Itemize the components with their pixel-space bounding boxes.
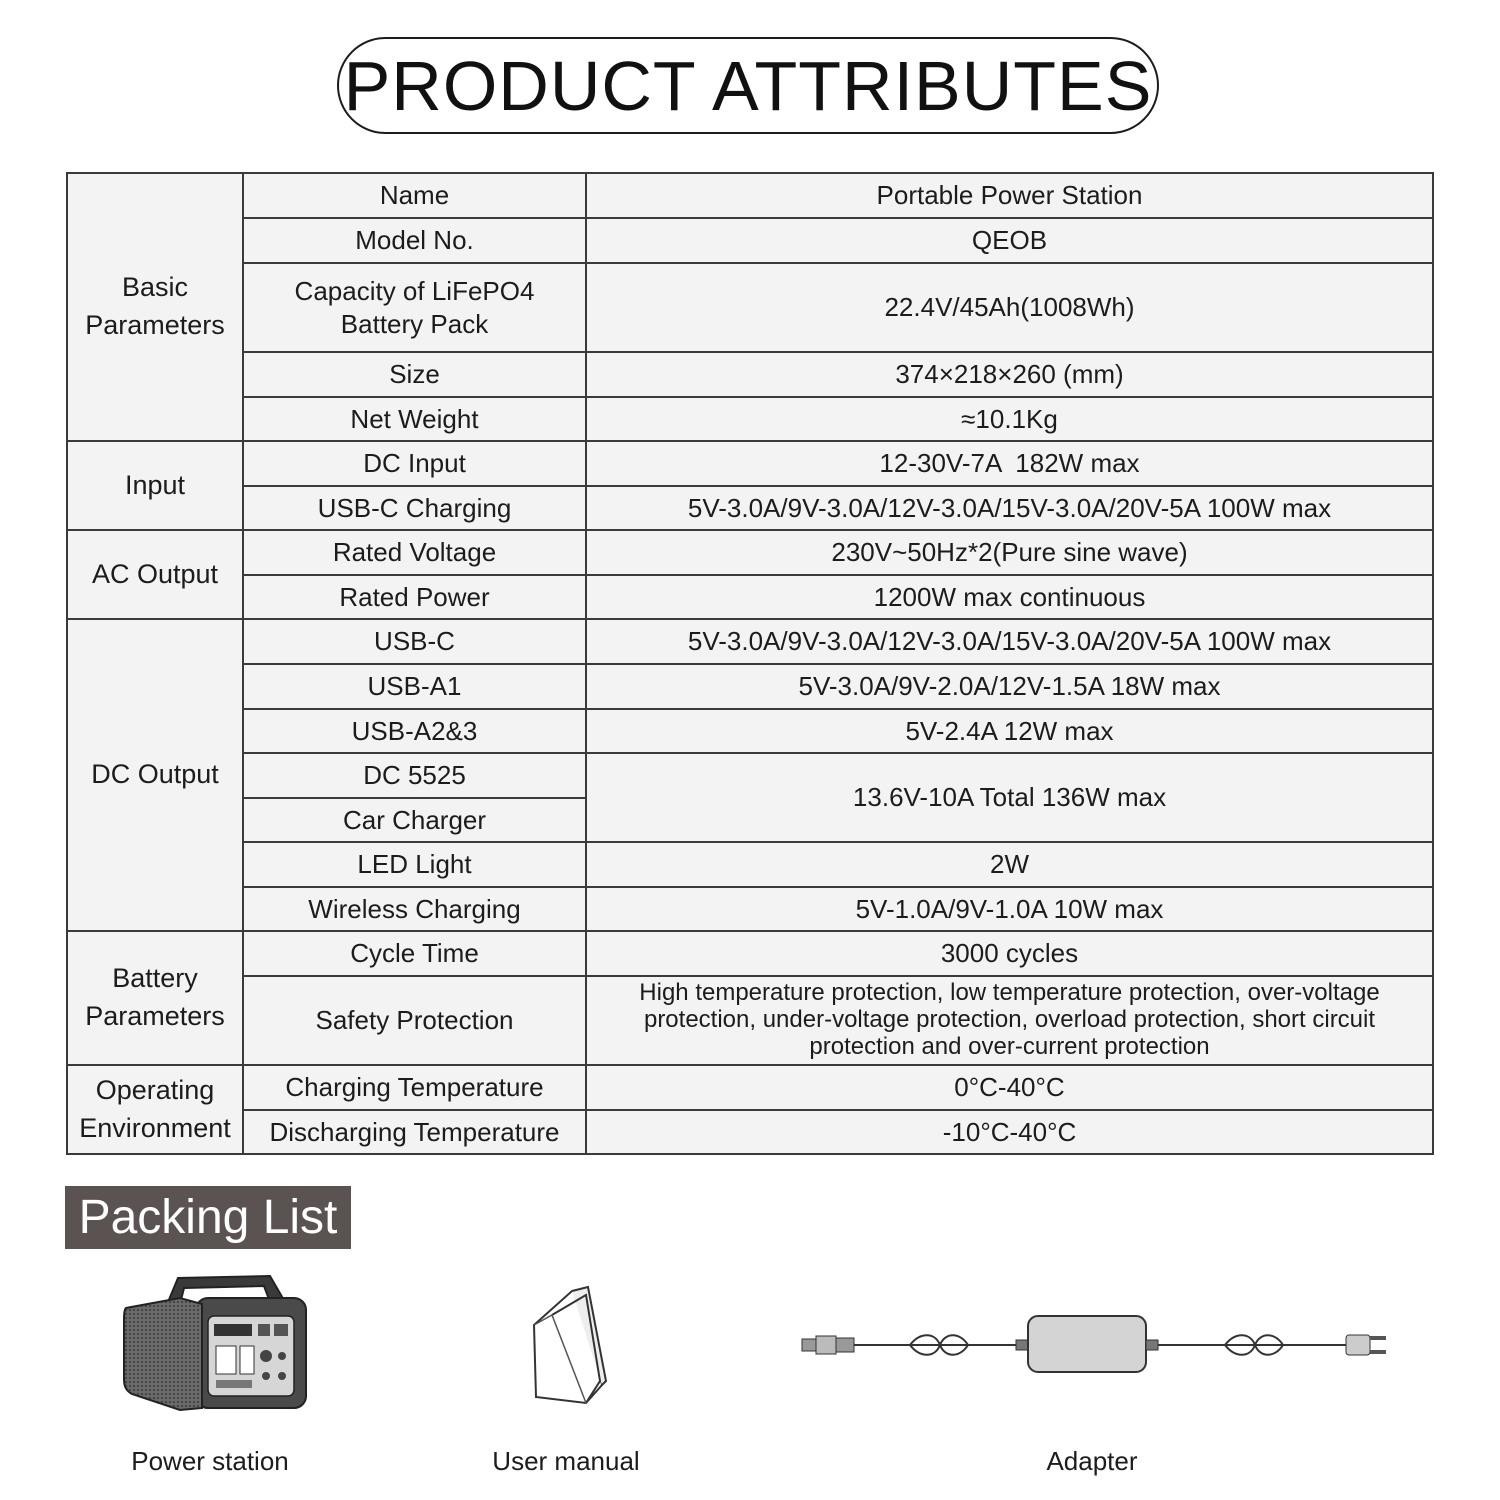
table-row xyxy=(67,575,1433,619)
table-row xyxy=(67,486,1433,530)
row-label: Model No. xyxy=(243,218,586,263)
group-label: Basic Parameters xyxy=(67,173,243,441)
row-label: Name xyxy=(243,173,586,218)
row-value: 374×218×260 (mm) xyxy=(586,352,1433,397)
row-label: Charging Temperature xyxy=(243,1065,586,1110)
pack-label-power-station: Power station xyxy=(131,1446,289,1476)
row-label: Discharging Temperature xyxy=(243,1110,586,1154)
table-row xyxy=(67,842,1433,887)
row-label: Capacity of LiFePO4 Battery Pack xyxy=(243,263,586,352)
table-row xyxy=(67,619,1433,664)
row-label: USB-A1 xyxy=(243,664,586,709)
group-label: Input xyxy=(67,441,243,530)
row-value: 5V-2.4A 12W max xyxy=(586,709,1433,753)
row-value: 5V-1.0A/9V-1.0A 10W max xyxy=(586,887,1433,931)
row-label: Size xyxy=(243,352,586,397)
table-row xyxy=(67,173,1433,218)
row-label: Car Charger xyxy=(243,798,586,842)
user-manual-icon xyxy=(528,1285,610,1405)
table-row xyxy=(67,218,1433,263)
row-value: 230V~50Hz*2(Pure sine wave) xyxy=(586,530,1433,575)
row-label: Safety Protection xyxy=(243,976,586,1065)
table-row xyxy=(67,1110,1433,1154)
table-row xyxy=(67,1065,1433,1110)
row-value: ≈10.1Kg xyxy=(586,397,1433,441)
row-value: 3000 cycles xyxy=(586,931,1433,976)
row-value: QEOB xyxy=(586,218,1433,263)
row-value: 5V-3.0A/9V-3.0A/12V-3.0A/15V-3.0A/20V-5A 100W max xyxy=(586,619,1433,664)
row-label: USB-C Charging xyxy=(243,486,586,530)
table-row xyxy=(67,887,1433,931)
row-label: Cycle Time xyxy=(243,931,586,976)
table-row xyxy=(67,664,1433,709)
row-value: 0°C-40°C xyxy=(586,1065,1433,1110)
group-label: AC Output xyxy=(67,530,243,619)
table-row xyxy=(67,931,1433,976)
power-station-icon xyxy=(120,1272,310,1412)
row-label: Wireless Charging xyxy=(243,887,586,931)
pack-label-adapter: Adapter xyxy=(1046,1446,1138,1476)
table-row xyxy=(67,530,1433,575)
row-value: Portable Power Station xyxy=(586,173,1433,218)
row-label: DC Input xyxy=(243,441,586,486)
row-value: 2W xyxy=(586,842,1433,887)
row-label: USB-C xyxy=(243,619,586,664)
row-value: 12-30V-7A 182W max xyxy=(586,441,1433,486)
row-value: -10°C-40°C xyxy=(586,1110,1433,1154)
row-label: USB-A2&3 xyxy=(243,709,586,753)
group-label: Operating Environment xyxy=(67,1065,243,1154)
table-row xyxy=(67,976,1433,1065)
row-label: Net Weight xyxy=(243,397,586,441)
page-title: PRODUCT ATTRIBUTES xyxy=(337,37,1159,134)
table-row xyxy=(67,352,1433,397)
row-value: High temperature protection, low temperature protection, over-voltage protection, under-voltage protection, overload protection, short circuit protection and over-current protection xyxy=(586,976,1433,1065)
row-value: 1200W max continuous xyxy=(586,575,1433,619)
row-label: Rated Power xyxy=(243,575,586,619)
table-row xyxy=(67,441,1433,486)
row-value: 5V-3.0A/9V-3.0A/12V-3.0A/15V-3.0A/20V-5A 100W max xyxy=(586,486,1433,530)
row-value: 5V-3.0A/9V-2.0A/12V-1.5A 18W max xyxy=(586,664,1433,709)
row-value: 22.4V/45Ah(1008Wh) xyxy=(586,263,1433,352)
row-value: 13.6V-10A Total 136W max xyxy=(586,753,1433,842)
spec-table xyxy=(66,172,1434,1155)
table-row xyxy=(67,263,1433,352)
table-row xyxy=(67,709,1433,753)
table-row xyxy=(67,397,1433,441)
pack-label-user-manual: User manual xyxy=(492,1446,640,1476)
group-label: Battery Parameters xyxy=(67,931,243,1065)
row-label: Rated Voltage xyxy=(243,530,586,575)
table-row xyxy=(67,753,1433,798)
group-label: DC Output xyxy=(67,619,243,931)
row-label: LED Light xyxy=(243,842,586,887)
row-label: DC 5525 xyxy=(243,753,586,798)
packing-list-heading: Packing List xyxy=(65,1186,351,1249)
adapter-icon xyxy=(800,1310,1395,1380)
